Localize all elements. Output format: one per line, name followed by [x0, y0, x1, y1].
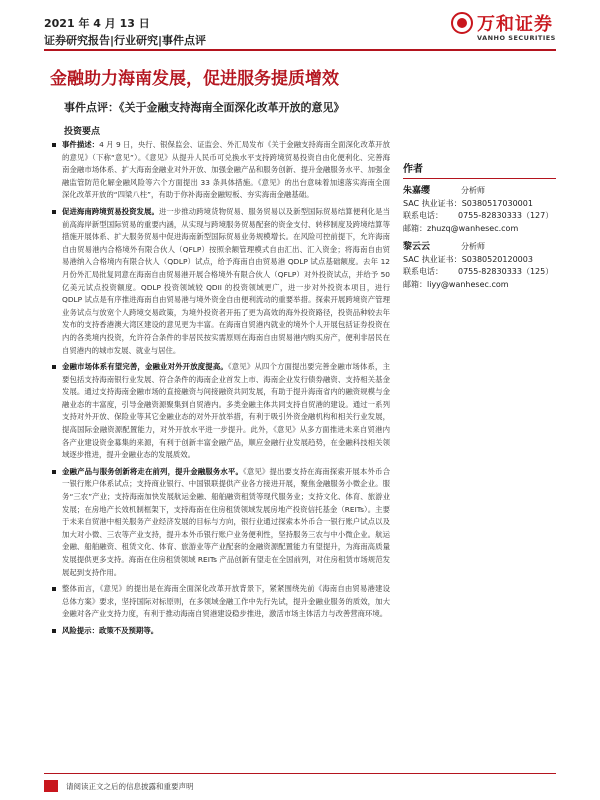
- author-sidebar: [403, 160, 556, 297]
- logo-name-cn: 万和证券: [477, 14, 553, 35]
- paragraph-text: 进一步推动跨境货物贸易、服务贸易以及新型国际贸易结算便利化是当前高海岸新型国际贸易的重要内涵，从实现与跨境服务贸易配套的资金支付、转移制度及跨境结算等措施开展体系、扩大服务贸易中促进海南新型国际贸易业务规模增长。在风险可控前提下，允许海南自由贸易港内合格境外有限合伙人（QFLP）按照余额管理模式自由汇出、汇入资金；将海南自由贸易港纳入合格境内有限合伙人（QDLP）试点，给予海南自由贸易港 QDLP 试点基础额度。去年 12 月份外汇局批复同意在海南自由贸易港开展合格境外有限合伙人（QFLP）对外投资试点，并给予 50 亿美元试点投资额度。QDLP 投资领域较 QDII 的投资领域更广，进一步对外投资本项目，进行 QDLP 试点是有序推进海南自由贸易港与境外资金自由便利流动的重要举措。探索开展跨境资产管理业务试点与放宽个人跨境交易政策，为境外投资者开拓了更为高效的海外投资路径，投资品种较去年发布的支持香港澳大湾区建设的意见更为丰富。在海南自贸港内就业的境外个人开展包括证券投资在内的各类境内投资，允许符合条件的非居民按实需原则在海南自由贸易港内购买房产，便利非居民在自贸港内的城市发展、就业与居住。: [62, 206, 390, 355]
- author-card: [403, 185, 556, 235]
- bullet-icon: [52, 587, 56, 591]
- author-name: 黎云云: [403, 242, 431, 252]
- paragraph-innovation: [50, 466, 390, 579]
- header-divider: [44, 49, 556, 51]
- paragraph-market: [50, 361, 390, 462]
- license-label: SAC 执业证书：: [403, 254, 462, 264]
- author-role: 分析师: [461, 186, 485, 195]
- bullet-icon: [52, 629, 56, 633]
- paragraph-text: 《意见》提出要支持在海南探索开展本外币合一银行账户体系试点；支持商业银行、中国银联提供产业各方接进开展，聚焦金融服务小微企业。服务“三农”产业；支持海南加快发展航运金融、船舶融资租赁等现代服务业；支持文化、体育、旅游业发展；在房地产长效机制框架下，支持海南在住房租赁领域发展房地产投资信托基金（REITs）。主要于未来自贸港中相关服务产业经济发展的目标与方向，银行业通过探索本外币合一银行账户试点以及加大对小微、三农等产业支持，提升本外币银行账户业务便利性，坚持服务三农与中小微企业。航运金融、船舶融资、租赁文化、体育、旅游业等产业配套的金融资源配置能力有望提升，为海南高质量发展提供更多支持。海南在住房租赁领域 REITs 产品创新有望走在全国前列，对住房租赁市场规范发展起到支持作用。: [62, 466, 390, 577]
- paragraph-lead: 风险提示：: [62, 625, 99, 635]
- logo-name-en: VANHO SECURITIES: [477, 34, 556, 42]
- email-link[interactable]: zhuzq@wanhesec.com: [427, 223, 519, 233]
- bullet-icon: [52, 143, 56, 147]
- paragraph-summary: [50, 583, 390, 621]
- author-role: 分析师: [461, 242, 485, 251]
- report-category: 证券研究报告|行业研究|事件点评: [44, 34, 207, 47]
- report-date: 2021 年 4 月 13 日: [44, 17, 150, 30]
- report-body: [50, 139, 390, 642]
- author-card: [403, 241, 556, 291]
- company-logo: [451, 10, 561, 46]
- section-heading: 投资要点: [64, 127, 101, 137]
- logo-mark-icon: [451, 12, 473, 34]
- paragraph-lead: 金融产品与服务创新将走在前列，提升金融服务水平。: [62, 466, 243, 476]
- report-title: 金融助力海南发展，促进服务提质增效: [50, 69, 339, 89]
- footer-disclaimer: 请阅读正文之后的信息披露和重要声明: [66, 782, 194, 791]
- paragraph-text: 政策不及预期等。: [98, 625, 159, 635]
- bullet-icon: [52, 470, 56, 474]
- email-label: 邮箱：: [403, 279, 427, 289]
- bullet-icon: [52, 365, 56, 369]
- footer-divider: [44, 773, 556, 774]
- email-label: 邮箱：: [403, 223, 427, 233]
- paragraph-trade: [50, 206, 390, 357]
- license-number: S0380520120003: [461, 254, 533, 264]
- license-label: SAC 执业证书：: [403, 198, 462, 208]
- email-link[interactable]: liyy@wanhesec.com: [427, 279, 509, 289]
- paragraph-risk: [50, 625, 390, 638]
- paragraph-text: 《意见》从四个方面提出要完善金融市场体系，主要包括支持海南银行业发展、符合条件的海南企业首发上市、海南企业发行债券融资、支持相关基金发展。通过支持海南金融市场的直接融资与间接融资共同发展，有助于提升海南省内的融资规模与金融业态的丰富度，引导金融资源聚集到自贸港内。多类金融主体共同支持自贸港的建设。通过一系列支持对外开放、保险业等其它金融业态的对外开放举措，有利于吸引外资金融机构和相关行业发展，提高国际金融资源配置能力，对外开放水平进一步提升。此外，《意见》从多方面推进未来自贸港内各产业建设资金募集的来源，有利于创新丰富金融产品，顺应金融行业发展趋势，在金融科技相关领域逐步推进，提升金融业态的发展质效。: [62, 362, 390, 460]
- phone-number: 0755-82830333（125）: [458, 267, 554, 276]
- bullet-icon: [52, 210, 56, 214]
- paragraph-lead: 事件描述：: [62, 140, 100, 149]
- report-subtitle: 事件点评：《关于金融支持海南全面深化改革开放的意见》: [64, 101, 345, 114]
- phone-label: 联系电话：: [403, 267, 443, 276]
- paragraph-event: [50, 139, 390, 202]
- paragraph-lead: 金融市场体系有望完善，金融业对外开放度提高。: [62, 362, 228, 372]
- sidebar-title: 作者: [403, 160, 556, 179]
- phone-number: 0755-82830333（127）: [458, 211, 554, 220]
- paragraph-text: 整体而言，《意见》的提出是在海南全面深化改革开放背景下，紧紧围绕先前《海南自由贸易港建设总体方案》要求，坚持国际对标原则，在多领域金融工作中先行先试，提升金融业服务的质效，加大金融对各产业支持力度，有利于推动海南自贸港建设稳步推进，激活市场主体活力与改善营商环境。: [62, 584, 390, 619]
- footer-logo-icon: [44, 780, 58, 792]
- phone-label: 联系电话：: [403, 211, 443, 220]
- paragraph-lead: 促进海南跨境贸易投资发展。: [62, 206, 159, 216]
- author-name: 朱嘉缨: [403, 186, 431, 196]
- paragraph-text: 4 月 9 日，央行、银保监会、证监会、外汇局发布《关于金融支持海南全面深化改革开放的意见》（下称“意见”）。《意见》从提升人民币可兑换水平支持跨境贸易投资自由化便利化、完善海南金融市场体系、扩大海南金融业对外开放、加强金融产品和服务创新、提升金融服务水平、加强金融监管防范化解金融风险等六个方面提出 33 条具体措施。《意见》的出台意味着加速落实海南全面深化改革开放的“四梁八柱”，有助于你补海南金融短板、夯实海南金融基础。: [62, 140, 390, 200]
- license-number: S0380517030001: [461, 198, 533, 208]
